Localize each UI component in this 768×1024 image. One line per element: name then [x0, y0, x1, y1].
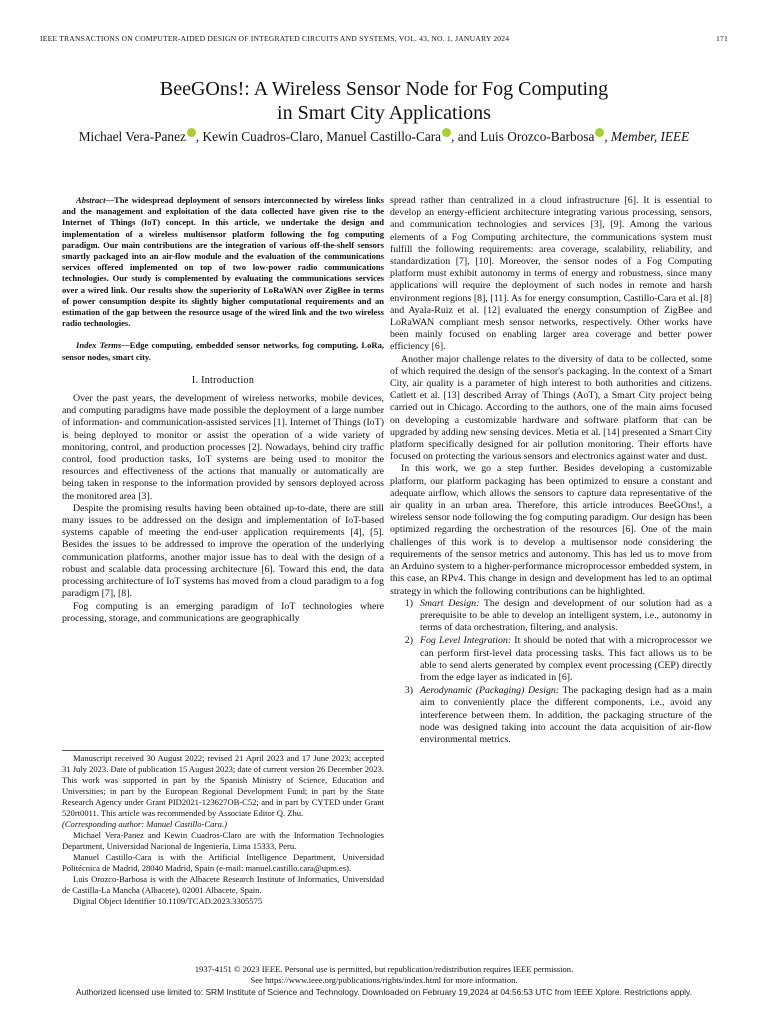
index-terms-text: —Edge computing, embedded sensor networks, fog computing, LoRa, sensor nodes, smart city. — [62, 340, 384, 362]
list-text: The design and development of our solution had as a prerequisite to be able to develop an intelligent system, i.e., autonomy in terms of data orchestration, filtering, and analysis. — [420, 597, 712, 634]
authors-2-3: , Kewin Cuadros-Claro, Manuel Castillo-Cara — [195, 129, 442, 144]
copyright-line-2: See https://www.ieee.org/publications/rights/index.html for more information. — [250, 975, 518, 985]
license-banner: Authorized licensed use limited to: SRM Institute of Science and Technology. Downloaded on February 19,2024 at 04:56:53 UTC from IEEE Xplore. Restrictions apply. — [76, 987, 692, 997]
author-1: Michael Vera-Panez — [78, 129, 186, 144]
section-heading-introduction: I. Introduction — [191, 374, 255, 386]
list-text: The packaging design had as a main aim to conveniently place the different components, i.e., avoid any interference between them. In addition, the packaging structure of the node was designed taking into account the data acquisition of air-flow environmental metrics. — [420, 685, 712, 745]
footnote-affiliation: Michael Vera-Panez and Kewin Cuadros-Claro are with the Information Technologies Department, Universidad Nacional de Ingeniería, Lima 15333, Peru. — [62, 830, 384, 851]
list-number: 2) — [404, 635, 413, 647]
copyright-notice — [40, 964, 728, 986]
author-4: , and Luis Orozco-Barbosa — [451, 129, 595, 144]
list-number: 1) — [404, 597, 413, 609]
footnote-affiliation: Manuel Castillo-Cara is with the Artificial Intelligence Department, Universidad Politécnica de Madrid, 28040 Madrid, Spain (e-mail: manuel.castillo.cara@upm.es). — [62, 852, 384, 873]
orcid-icon[interactable] — [187, 128, 196, 137]
index-terms-label: Index Terms — [76, 340, 122, 351]
abstract-text: —The widespread deployment of sensors interconnected by wireless links and the management and exploitation of the data collected have given rise to the Internet of Things (IoT) concept. In this article, we undertake the design and implementation of a wireless multisensor platform following the fog computing paradigm. Our main contributions are the integration of various off-the-shelf sensors smartly packaged into an air-flow module and the evaluation of the communications services offered implemented on top of two low-power radio communications technologies. Our study is complemented by evaluating the communications services over a wired link. Our results show the superiority of LoRaWAN over ZigBee in terms of power consumption despite its slightly higher computational requirements and an estimation of the gap between the resource usage of the wired link and the two wireless radio technologies. — [62, 195, 384, 329]
list-term: Smart Design: — [420, 597, 480, 609]
journal-name: IEEE TRANSACTIONS ON COMPUTER-AIDED DESIGN OF INTEGRATED CIRCUITS AND SYSTEMS, VOL. 43, NO. 1, JANUARY 2024 — [40, 34, 510, 43]
abstract — [62, 195, 384, 329]
paper-title — [40, 77, 728, 125]
author-list — [40, 128, 728, 145]
index-terms — [62, 340, 384, 362]
left-column — [62, 195, 384, 625]
footnote-text: Manuscript received 30 August 2022; revised 21 April 2023 and 17 June 2023; accepted 31 July 2023. Date of publication 15 August 2023; date of current version 26 December 2023. This work was supported in part by the Spanish Ministry of Science, Education and Universities; in part by the European Regional Development Fund; in part by the State Research Agency under Grant PID2021-123627OB-C52; and in part by CYTED under Grant 520rt0011. This article was recommended by Associate Editor Q. Zhu. — [62, 753, 384, 818]
title-line-2: in Smart City Applications — [277, 102, 491, 124]
author-membership: , Member, IEEE — [604, 129, 690, 144]
list-body — [420, 635, 712, 684]
list-body — [420, 598, 712, 635]
paragraph: Fog computing is an emerging paradigm of IoT technologies where processing, storage, and communications are geographically — [62, 600, 384, 624]
list-text: It should be noted that with a microprocessor we can perform first-level data processing tasks. This fact allows us to be able to send alerts generated by complex event processing (CEP) directly from the edge layer as indicated in [6]. — [420, 635, 712, 683]
page-number: 171 — [716, 34, 728, 43]
footnote-manuscript — [62, 753, 384, 830]
list-body — [420, 685, 712, 746]
abstract-label: Abstract — [76, 195, 106, 205]
footnote-doi: Digital Object Identifier 10.1109/TCAD.2023.3305575 — [73, 896, 263, 906]
orcid-icon[interactable] — [595, 128, 604, 137]
list-term: Fog Level Integration: — [420, 635, 512, 647]
running-header — [40, 34, 728, 43]
copyright-line-1: 1937-4151 © 2023 IEEE. Personal use is permitted, but republication/redistribution requires IEEE permission. — [194, 964, 574, 974]
paragraph: Over the past years, the development of wireless networks, mobile devices, and computing paradigms have made possible the deployment of a large number of information- and communication-assisted services [1]. Internet of Things (IoT) is being deployed to monitor or assist the operation of a wide variety of monitoring, control, and production processes [2]. Nowadays, behind city traffic control, food production tasks, IoT systems are being used to monitor the resources and effectiveness of the actions that manually or automatically are being taken in response to the information provided by sensors deployed across the monitored area [3]. — [62, 393, 384, 502]
corresponding-author: (Corresponding author: Manuel Castillo-Cara.) — [62, 819, 227, 829]
title-line-1: BeeGOns!: A Wireless Sensor Node for Fog Computing — [159, 78, 609, 100]
orcid-icon[interactable] — [442, 128, 451, 137]
list-item — [390, 685, 712, 746]
list-item — [390, 635, 712, 684]
paragraph: spread rather than centralized in a cloud infrastructure [6]. It is essential to develop an energy-efficient architecture integrating various processing, sensors, and communication technologies and services [3], [9]. Among the various elements of a Fog Computing architecture, the communications system must fulfill the following requirements: area coverage, scalability, reliability, and standardization [7], [10]. Moreover, the sensor nodes of a Fog Computing platform must exhibit autonomy in terms of energy and robustness, since many applications will require the deployment of such nodes in remote and harsh environment regions [8], [11]. As for energy consumption, Castillo-Cara et al. [8] and Ayala-Ruiz et al. [12] evaluated the energy consumption of ZigBee and LoRaWAN compliant mesh sensor networks, respectively. Other works have been mainly focused on enabling larger area coverage and better power efficiency [6]. — [390, 195, 712, 353]
right-column — [390, 195, 712, 747]
paragraph: Despite the promising results having been obtained up-to-date, there are still many issues to be addressed on the design and implementation of IoT-based systems capable of meeting the end-user application requirements [4], [5]. Besides the issues to be addressed to improve the operation of the underlying communication platforms, another major issue has to deal with the design of a robust and scalable data processing architecture [6]. Toward this end, the data processing architecture of IoT systems has moved from a cloud paradigm to a fog paradigm [7], [8]. — [62, 502, 384, 600]
first-page-footnote — [62, 750, 384, 907]
footnote-affiliation: Luis Orozco-Barbosa is with the Albacete Research Institute of Informatics, Universidad de Castilla-La Mancha (Albacete), 02001 Albacete, Spain. — [62, 874, 384, 895]
list-term: Aerodynamic (Packaging) Design: — [420, 685, 560, 697]
paragraph: Another major challenge relates to the diversity of data to be collected, some of which required the design of the sensor's packaging. In the context of a Smart City, air quality is a parameter of high interest to both authorities and citizens. Catlett et al. [13] described Array of Things (AoT), a Smart City project being carried out in Chicago. According to the authors, one of the main aims focused on developing a customizable hardware and software platform that can be upgraded by adding new sensing devices. Metia et al. [14] presented a Smart City platform specifically designed for air pollution monitoring. Their efforts have focused on protecting the various sensors and electronics against water and dust. — [390, 353, 712, 463]
list-item — [390, 598, 712, 635]
paragraph: In this work, we go a step further. Besides developing a customizable platform, our platform packaging has been optimized to ensure a constant and adequate airflow, which allows the sensors to capture data representative of the air quality in an urban area. Therefore, this article introduces BeeGOns!, a wireless sensor node following the fog computing paradigm. Our design has been optimized regarding the orchestration of the resources [6]. One of the main challenges of this work is to develop a multisensor node considering the requirements of the sensor metrics and autonomy. This has led us to move from an Arduino system to a higher-performance microprocessor embedded system, in this case, an RPv4. This change in design and development has led to an optimal strategy in which the following contributions can be highlighted. — [390, 463, 712, 597]
list-number: 3) — [404, 685, 413, 697]
contribution-list — [390, 598, 712, 746]
